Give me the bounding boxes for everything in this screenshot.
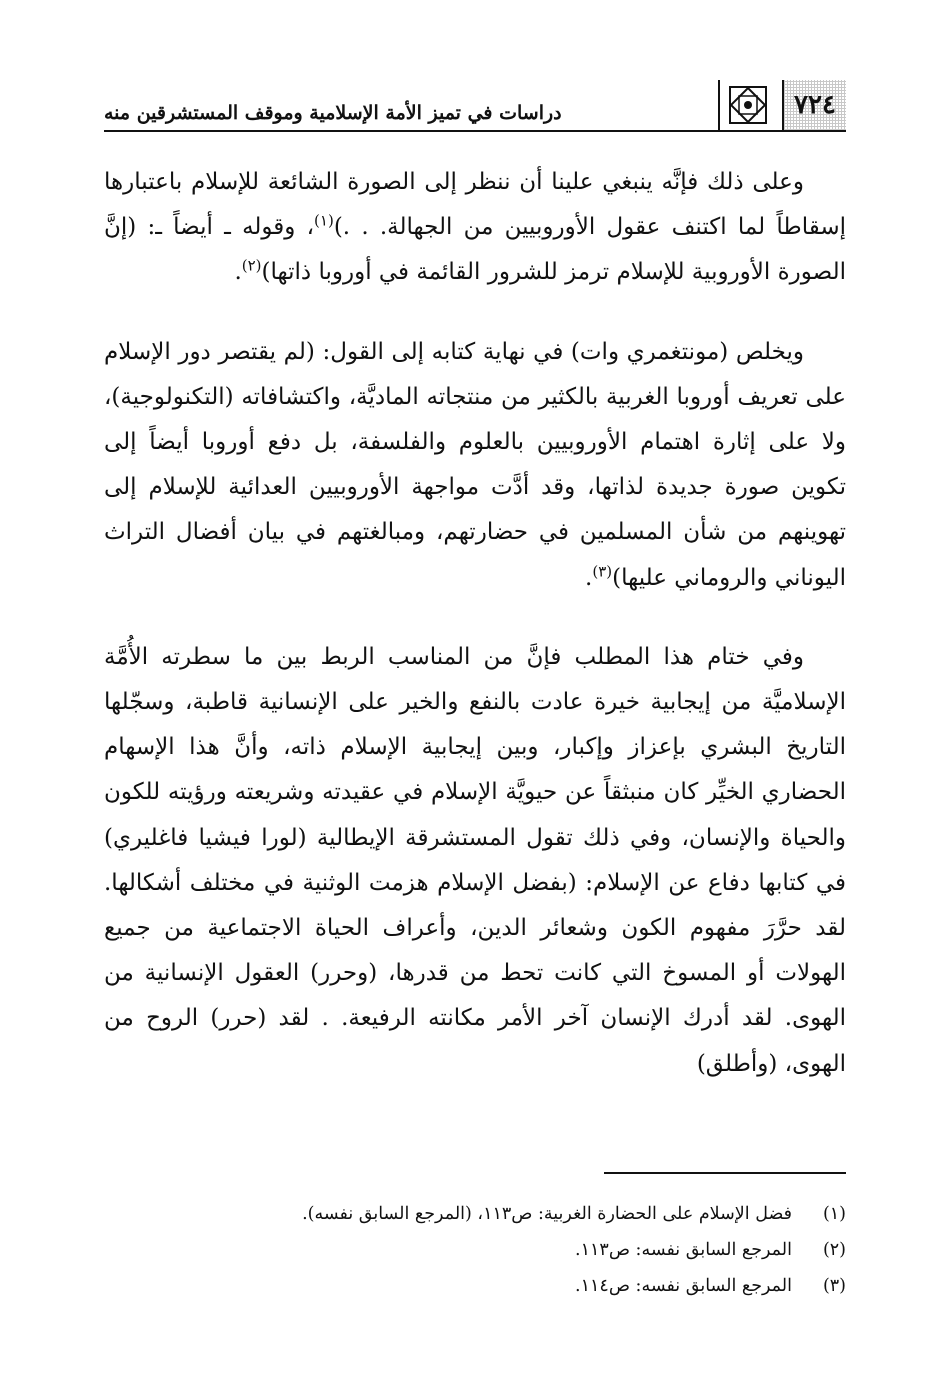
footnote-item bbox=[104, 1196, 846, 1232]
paragraph bbox=[104, 635, 846, 1087]
footnote-text: المرجع السابق نفسه: ص١١٣. bbox=[575, 1240, 792, 1260]
footnote-ref[interactable]: (٢) bbox=[241, 256, 262, 275]
text-run: . bbox=[234, 259, 242, 286]
geometric-ornament-icon bbox=[718, 80, 776, 130]
text-run: ، وقوله ـ أيضاً ـ: (إنَّ الصورة الأوروبية للإسلام ترمز للشرور القائمة في أوروبا ذاتها) bbox=[104, 214, 846, 286]
footnotes bbox=[104, 1196, 846, 1304]
footnote-text: المرجع السابق نفسه: ص١١٤. bbox=[575, 1276, 792, 1296]
page-number: ٧٢٤ bbox=[782, 80, 846, 130]
text-run: وعلى ذلك فإنَّه ينبغي علينا أن ننظر إلى الصورة الشائعة للإسلام باعتبارها إسقاطاً لما اكتنف عقول الأوروبيين من الجهالة. . .) bbox=[104, 169, 846, 241]
footnote-text: فضل الإسلام على الحضارة الغربية: ص١١٣، (المرجع السابق نفسه). bbox=[302, 1204, 792, 1224]
text-run: . bbox=[585, 564, 593, 591]
footnote-ref[interactable]: (١) bbox=[314, 211, 334, 230]
text-run: وفي ختام هذا المطلب فإنَّ من المناسب الربط بين ما سطرته الأُمَّة الإسلاميَّة من إيجابية خيرة عادت بالنفع والخير على الإنسانية قاطبة، وسجّلها التاريخ البشري بإعزاز وإكبار، وبين إيجابية الإسلام ذاته، وأنَّ هذا الإسهام الحضاري الخيِّر كان منبثقاً عن حيويَّة الإسلام في عقيدته وشريعته ورؤيته للكون والحياة والإنسان، وفي ذلك تقول المستشرقة الإيطالية (لورا فيشيا فاغليري) في كتابها دفاع عن الإسلام: (بفضل الإسلام هزمت الوثنية في مختلف أشكالها. لقد حرَّرَ مفهوم الكون وشعائر الدين، وأعراف الحياة الاجتماعية من جميع الهولات أو المسوخ التي كانت تحط من قدرها، (وحرر) العقول الإنسانية من الهوى. لقد أدرك الإنسان آخر الأمر مكانته الرفيعة. . لقد (حرر) الروح من الهوى، (وأطلق) bbox=[104, 643, 846, 1077]
text-run: ويخلص (مونتغمري وات) في نهاية كتابه إلى القول: (لم يقتصر دور الإسلام على تعريف أوروبا الغربية بالكثير من منتجاته الماديَّة، واكتشافاته (التكنولوجية)، ولا على إثارة اهتمام الأوروبيين بالعلوم والفلسفة، بل دفع أوروبا أيضاً إلى تكوين صورة جديدة لذاتها، وقد أدَّت مواجهة الأوروبيين العدائية للإسلام إلى تهوينهم من شأن المسلمين في حضارتهم، ومبالغتهم في بيان أفضال التراث اليوناني والروماني عليها) bbox=[104, 338, 846, 591]
page-header bbox=[104, 72, 846, 132]
footnote-ref[interactable]: (٣) bbox=[592, 561, 613, 580]
footnote-number: (٢) bbox=[822, 1240, 846, 1260]
main-text bbox=[104, 160, 846, 1087]
running-title: دراسات في تميز الأمة الإسلامية وموقف المستشرقين منه bbox=[104, 102, 562, 124]
footnote-number: (٣) bbox=[822, 1276, 846, 1296]
footnote-item bbox=[104, 1232, 846, 1268]
footnote-divider bbox=[604, 1172, 846, 1174]
footnote-number: (١) bbox=[822, 1204, 846, 1224]
paragraph bbox=[104, 330, 846, 601]
paragraph bbox=[104, 160, 846, 296]
footnote-item bbox=[104, 1268, 846, 1304]
